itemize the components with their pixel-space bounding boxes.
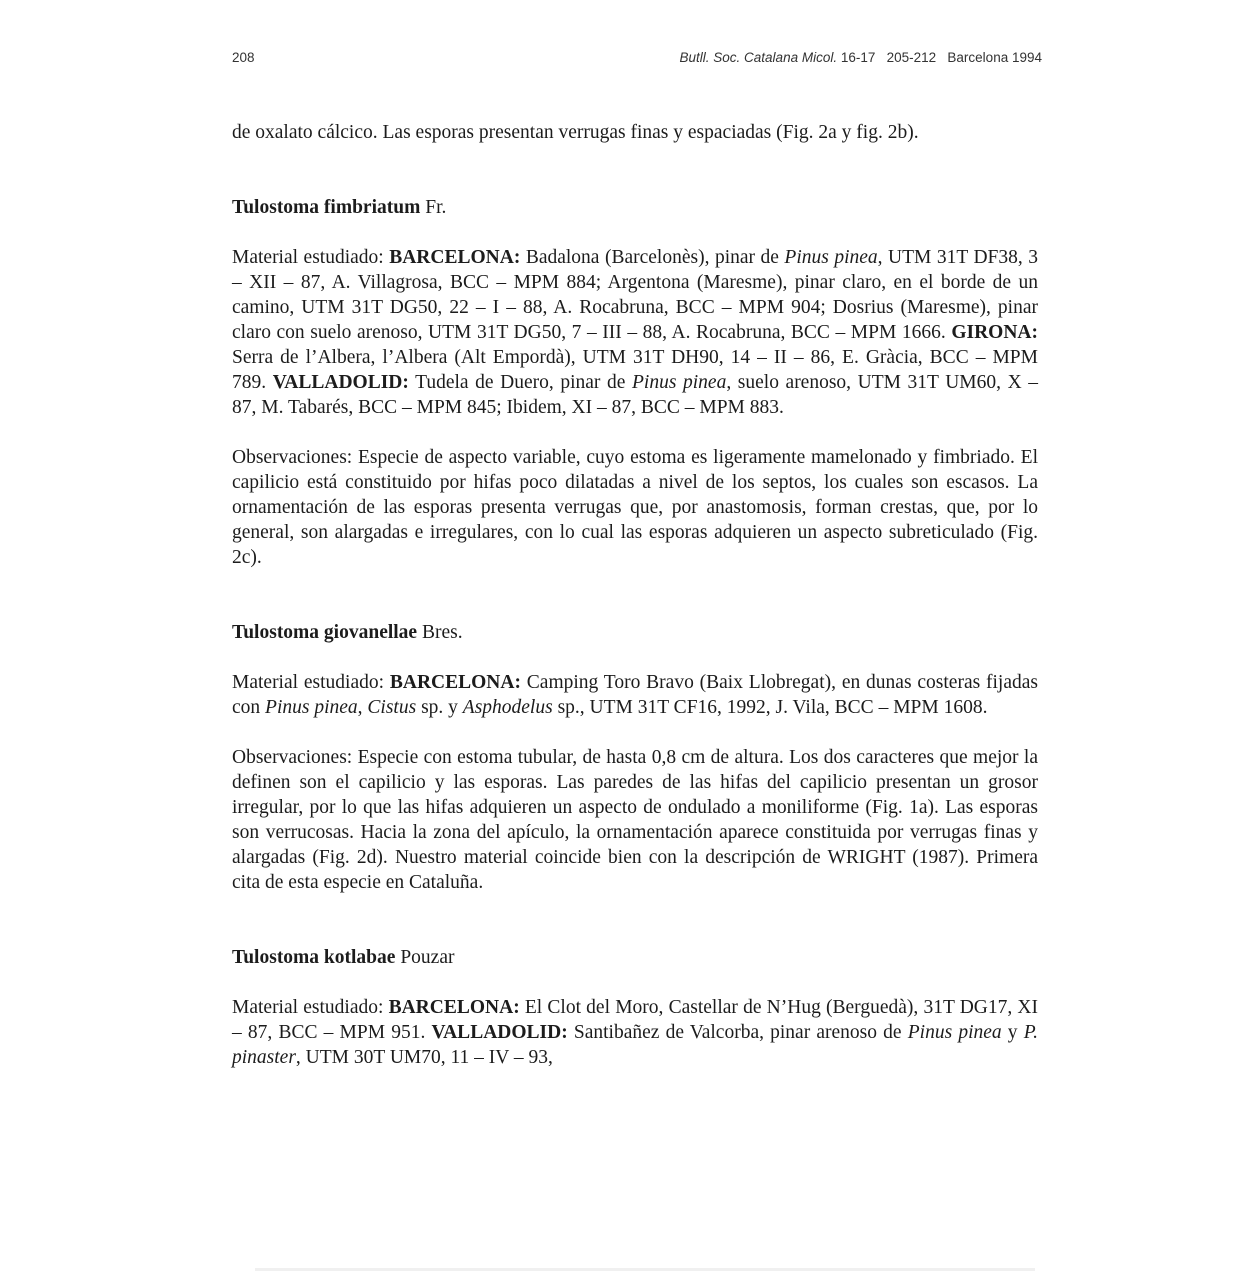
- material-text: Serra de l’Albera, l’Albera (Alt Empordà), UTM 31T DH90, 14 – II – 86, E. Gràcia, BCC – MPM 789.: [232, 347, 1038, 393]
- taxon-name: Pinus pinea: [907, 1022, 1002, 1043]
- article-body: [232, 120, 1038, 1070]
- taxon-name: Asphodelus: [462, 697, 553, 718]
- material-text: El Clot del Moro, Castellar de N’Hug (Berguedà), 31T DG17, XI – 87, BCC – MPM 951.: [232, 997, 1038, 1043]
- species-heading-giovanellae: [232, 620, 1038, 645]
- scan-edge-shadow: [255, 1268, 1035, 1271]
- running-header: [232, 50, 1042, 74]
- journal-name: Butll. Soc. Catalana Micol.: [679, 50, 838, 65]
- region-barcelona: BARCELONA:: [389, 672, 521, 693]
- species-name: Tulostoma kotlabae: [232, 947, 396, 968]
- material-label: Material estudiado:: [232, 247, 390, 268]
- taxon-name: P. pinaster: [232, 1022, 1038, 1068]
- material-label: Material estudiado:: [232, 672, 390, 693]
- taxon-name: Pinus pinea: [784, 247, 878, 268]
- region-valladolid: VALLADOLID:: [431, 1022, 568, 1043]
- material-text: , UTM 31T DF38, 3 – XII – 87, A. Villagrosa, BCC – MPM 884; Argentona (Maresme), pinar claro, en el borde de un camino, UTM 31T DG50, 22 – I – 88, A. Rocabruna, BCC – MPM 904; Dosrius (Maresme), pinar claro con suelo arenoso, UTM 31T DG50, 7 – III – 88, A. Rocabruna, BCC – MPM 1666.: [232, 247, 1038, 343]
- material-label: Material estudiado:: [232, 997, 389, 1018]
- material-text: Badalona (Barcelonès), pinar de: [520, 247, 785, 268]
- taxon-name: Pinus pinea: [265, 697, 358, 718]
- journal-volume-info: 16-17 205-212 Barcelona 1994: [837, 50, 1042, 65]
- material-text: y: [1001, 1022, 1024, 1043]
- material-paragraph-fimbriatum: [232, 245, 1038, 420]
- observations-fimbriatum: Observaciones: Especie de aspecto variable, cuyo estoma es ligeramente mamelonado y fimbriado. El capilicio está constituido por hifas poco dilatadas a nivel de los septos, los cuales son escasos. La ornamentación de las esporas presenta verrugas que, por anastomosis, forman crestas, que, por lo general, son alargadas e irregulares, con lo cual las esporas adquieren un aspecto subreticulado (Fig. 2c).: [232, 447, 1038, 568]
- region-valladolid: VALLADOLID:: [272, 372, 409, 393]
- material-text: , suelo arenoso, UTM 31T UM60, X – 87, M. Tabarés, BCC – MPM 845; Ibidem, XI – 87, BCC – MPM 883.: [232, 372, 1038, 418]
- material-text: , UTM 30T UM70, 11 – IV – 93,: [295, 1047, 553, 1068]
- species-author: Fr.: [420, 197, 447, 218]
- material-text: Camping Toro Bravo (Baix Llobregat), en dunas costeras fijadas con: [232, 672, 1039, 718]
- species-author: Pouzar: [395, 947, 455, 968]
- journal-citation: [680, 50, 1042, 65]
- species-name: Tulostoma fimbriatum: [232, 197, 421, 218]
- intro-paragraph: de oxalato cálcico. Las esporas presentan verrugas finas y espaciadas (Fig. 2a y fig. 2b).: [232, 122, 919, 143]
- species-heading-kotlabae: [232, 945, 1038, 970]
- region-barcelona: BARCELONA:: [388, 997, 520, 1018]
- material-paragraph-kotlabae: [232, 995, 1038, 1070]
- page-number: 208: [232, 50, 255, 65]
- material-text: Tudela de Duero, pinar de: [408, 372, 632, 393]
- species-name: Tulostoma giovanellae: [232, 622, 418, 643]
- species-author: Bres.: [417, 622, 463, 643]
- material-text: Santibañez de Valcorba, pinar arenoso de: [567, 1022, 908, 1043]
- region-girona: GIRONA:: [951, 322, 1038, 343]
- material-text: sp., UTM 31T CF16, 1992, J. Vila, BCC – MPM 1608.: [552, 697, 988, 718]
- material-paragraph-giovanellae: [232, 670, 1038, 720]
- region-barcelona: BARCELONA:: [389, 247, 521, 268]
- material-text: ,: [357, 697, 368, 718]
- observations-giovanellae: Observaciones: Especie con estoma tubular, de hasta 0,8 cm de altura. Los dos caracteres que mejor la definen son el capilicio y las esporas. Las paredes de las hifas del capilicio presentan un grosor irregular, por lo que las hifas adquieren un aspecto de ondulado a moniliforme (Fig. 1a). Las esporas son verrucosas. Hacia la zona del apículo, la ornamentación aparece constituida por verrugas finas y alargadas (Fig. 2d). Nuestro material coincide bien con la descripción de WRIGHT (1987). Primera cita de esta especie en Cataluña.: [232, 747, 1038, 893]
- species-heading-fimbriatum: [232, 195, 1038, 220]
- taxon-name: Cistus: [367, 697, 417, 718]
- material-text: sp. y: [416, 697, 463, 718]
- taxon-name: Pinus pinea: [632, 372, 727, 393]
